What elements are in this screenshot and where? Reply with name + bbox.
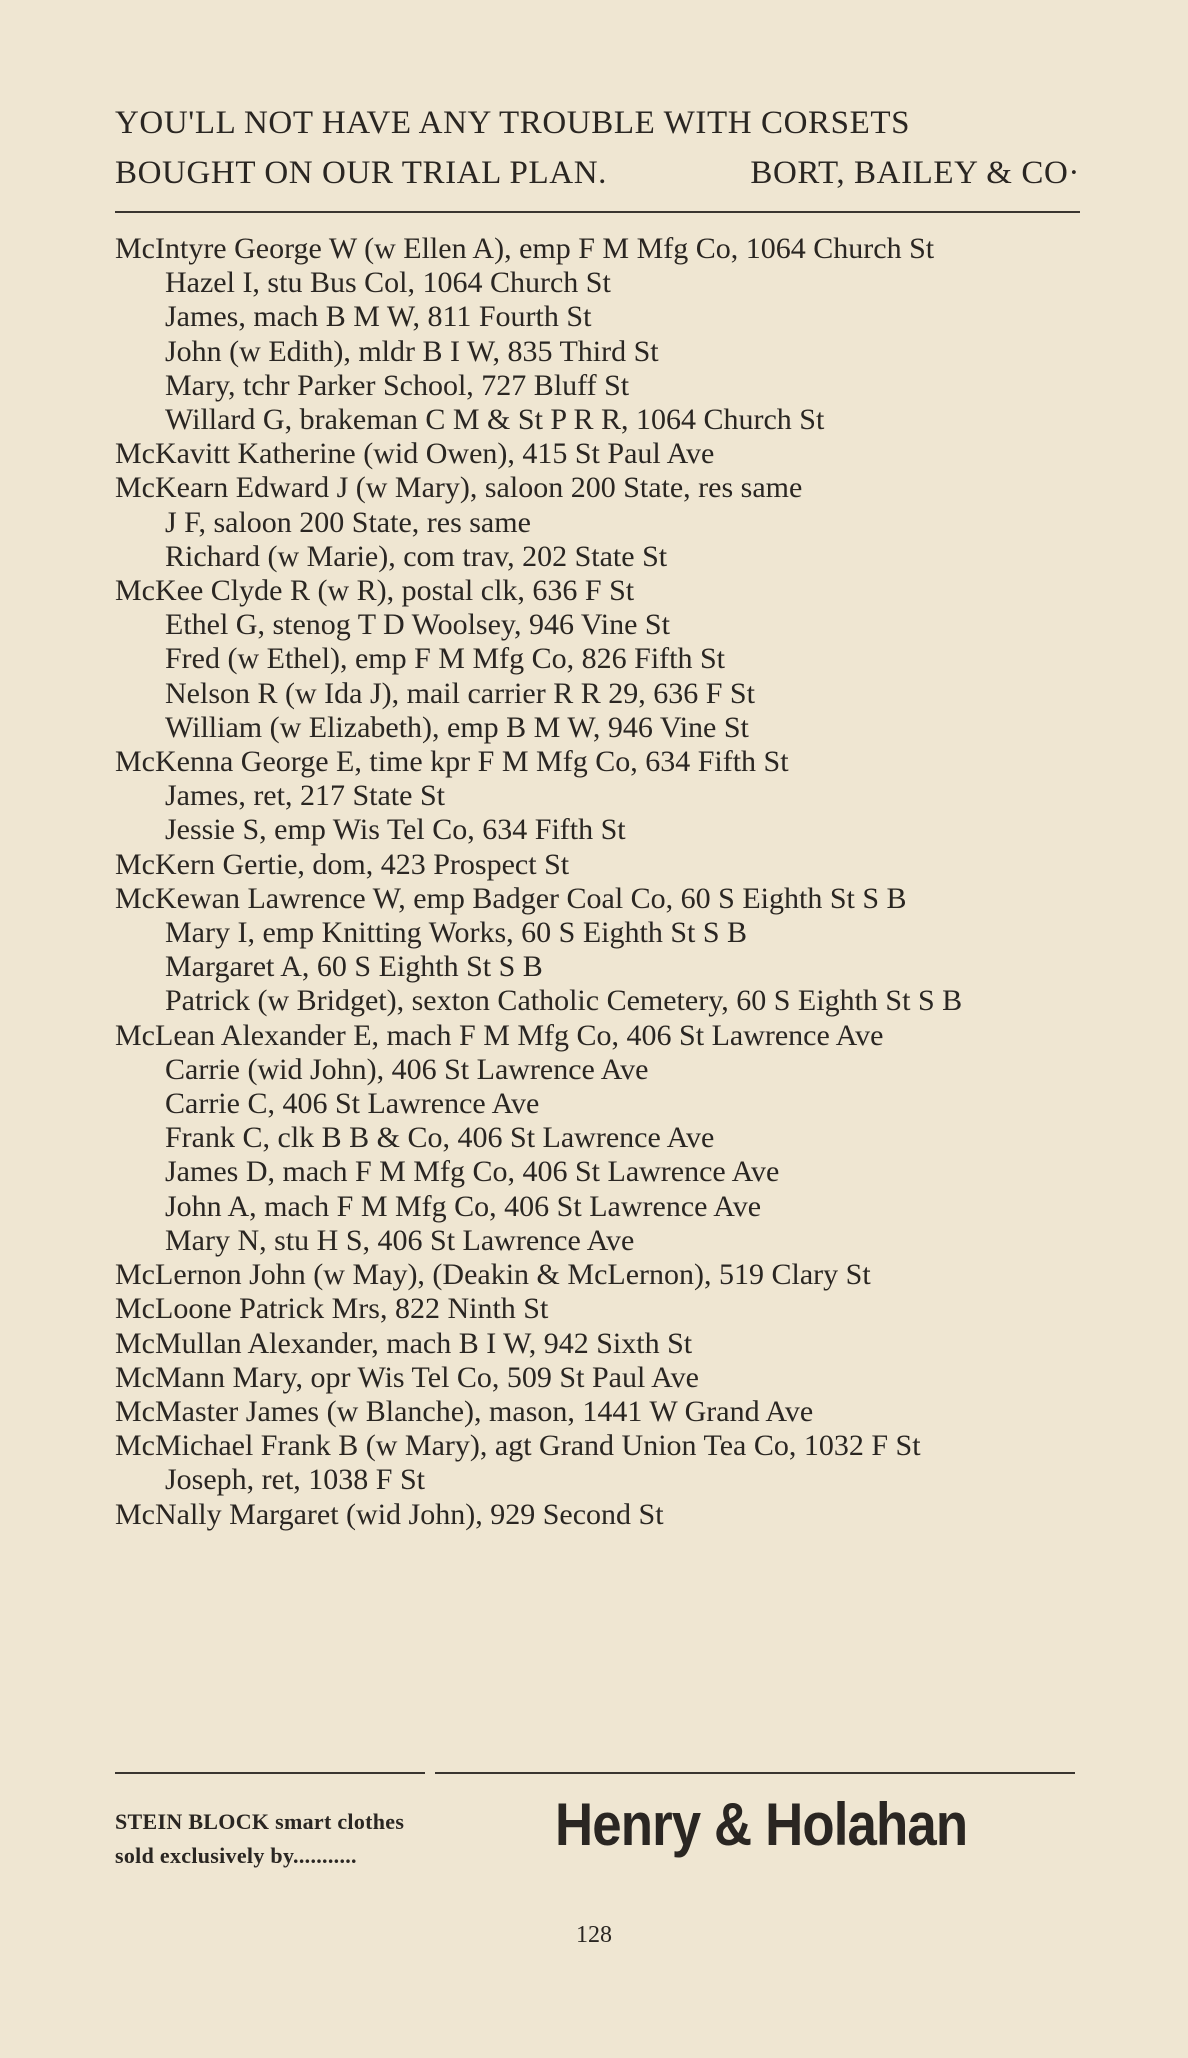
directory-entry: McLean Alexander E, mach F M Mfg Co, 406 St Lawrence Ave: [115, 1018, 884, 1052]
page-number: 128: [576, 1922, 612, 1948]
header-divider: [115, 211, 1080, 213]
header-line-2: [115, 148, 1080, 198]
footer-advertisement-text: [115, 1805, 404, 1873]
directory-entry: McMullan Alexander, mach B I W, 942 Sixth St: [115, 1326, 693, 1360]
header-line-2-right: BORT, BAILEY & CO·: [750, 155, 1080, 191]
directory-sub-entry: Richard (w Marie), com trav, 202 State St: [165, 539, 668, 573]
directory-sub-entry: Mary N, stu H S, 406 St Lawrence Ave: [165, 1223, 635, 1257]
directory-entry: McMichael Frank B (w Mary), agt Grand Union Tea Co, 1032 F St: [115, 1429, 921, 1463]
directory-sub-entry: Carrie (wid John), 406 St Lawrence Ave: [165, 1052, 649, 1086]
directory-sub-entry: Frank C, clk B B & Co, 406 St Lawrence Ave: [165, 1121, 715, 1155]
directory-sub-entry: Jessie S, emp Wis Tel Co, 634 Fifth St: [165, 813, 626, 847]
footer-ad-line-1: STEIN BLOCK smart clothes: [115, 1809, 405, 1834]
directory-sub-entry: James D, mach F M Mfg Co, 406 St Lawrence Ave: [165, 1155, 780, 1189]
directory-entry: McKearn Edward J (w Mary), saloon 200 State, res same: [115, 471, 803, 505]
directory-sub-entry: Fred (w Ethel), emp F M Mfg Co, 826 Fifth St: [165, 642, 725, 676]
directory-entry: McKee Clyde R (w R), postal clk, 636 F St: [115, 574, 635, 608]
footer-ad-line-2: sold exclusively by...........: [115, 1843, 357, 1868]
directory-sub-entry: Patrick (w Bridget), sexton Catholic Cemetery, 60 S Eighth St S B: [165, 984, 963, 1018]
directory-entry: McKenna George E, time kpr F M Mfg Co, 634 Fifth St: [115, 745, 789, 779]
directory-sub-entry: Carrie C, 406 St Lawrence Ave: [165, 1087, 540, 1121]
directory-entry: McKewan Lawrence W, emp Badger Coal Co, 60 S Eighth St S B: [115, 881, 907, 915]
directory-entry: McKern Gertie, dom, 423 Prospect St: [115, 847, 570, 881]
directory-entry: McNally Margaret (wid John), 929 Second St: [115, 1497, 664, 1531]
directory-entry: McLoone Patrick Mrs, 822 Ninth St: [115, 1292, 549, 1326]
directory-sub-entry: James, mach B M W, 811 Fourth St: [165, 300, 592, 334]
directory-entry: McIntyre George W (w Ellen A), emp F M Mfg Co, 1064 Church St: [115, 232, 935, 265]
directory-sub-entry: William (w Elizabeth), emp B M W, 946 Vine St: [165, 710, 749, 744]
directory-sub-entry: J F, saloon 200 State, res same: [165, 505, 531, 539]
directory-sub-entry: Willard G, brakeman C M & St P R R, 1064 Church St: [165, 403, 825, 437]
directory-sub-entry: Hazel I, stu Bus Col, 1064 Church St: [165, 266, 611, 300]
footer-divider-left: [115, 1772, 425, 1774]
directory-sub-entry: John (w Edith), mldr B I W, 835 Third St: [165, 334, 659, 368]
directory-sub-entry: Ethel G, stenog T D Woolsey, 946 Vine St: [165, 608, 670, 642]
directory-sub-entry: Joseph, ret, 1038 F St: [165, 1463, 426, 1497]
directory-sub-entry: Nelson R (w Ida J), mail carrier R R 29, 636 F St: [165, 676, 755, 710]
directory-entries: [115, 232, 1080, 1532]
header-advertisement: [115, 98, 1080, 198]
directory-entry: McMaster James (w Blanche), mason, 1441 W Grand Ave: [115, 1394, 814, 1428]
directory-entry: McLernon John (w May), (Deakin & McLernon), 519 Clary St: [115, 1258, 871, 1292]
directory-entry: McKavitt Katherine (wid Owen), 415 St Paul Ave: [115, 437, 715, 471]
directory-sub-entry: Mary I, emp Knitting Works, 60 S Eighth St S B: [165, 916, 748, 950]
directory-sub-entry: Margaret A, 60 S Eighth St S B: [165, 950, 543, 984]
footer-divider-right: [435, 1772, 1075, 1774]
header-line-2-left: BOUGHT ON OUR TRIAL PLAN.: [115, 155, 607, 191]
directory-sub-entry: James, ret, 217 State St: [165, 779, 445, 813]
header-line-1: YOU'LL NOT HAVE ANY TROUBLE WITH CORSETS: [115, 105, 911, 141]
directory-entry: McMann Mary, opr Wis Tel Co, 509 St Paul Ave: [115, 1360, 699, 1394]
directory-sub-entry: Mary, tchr Parker School, 727 Bluff St: [165, 368, 630, 402]
directory-sub-entry: John A, mach F M Mfg Co, 406 St Lawrence Ave: [165, 1189, 762, 1223]
footer-store-name: Henry & Holahan: [555, 1791, 968, 1858]
